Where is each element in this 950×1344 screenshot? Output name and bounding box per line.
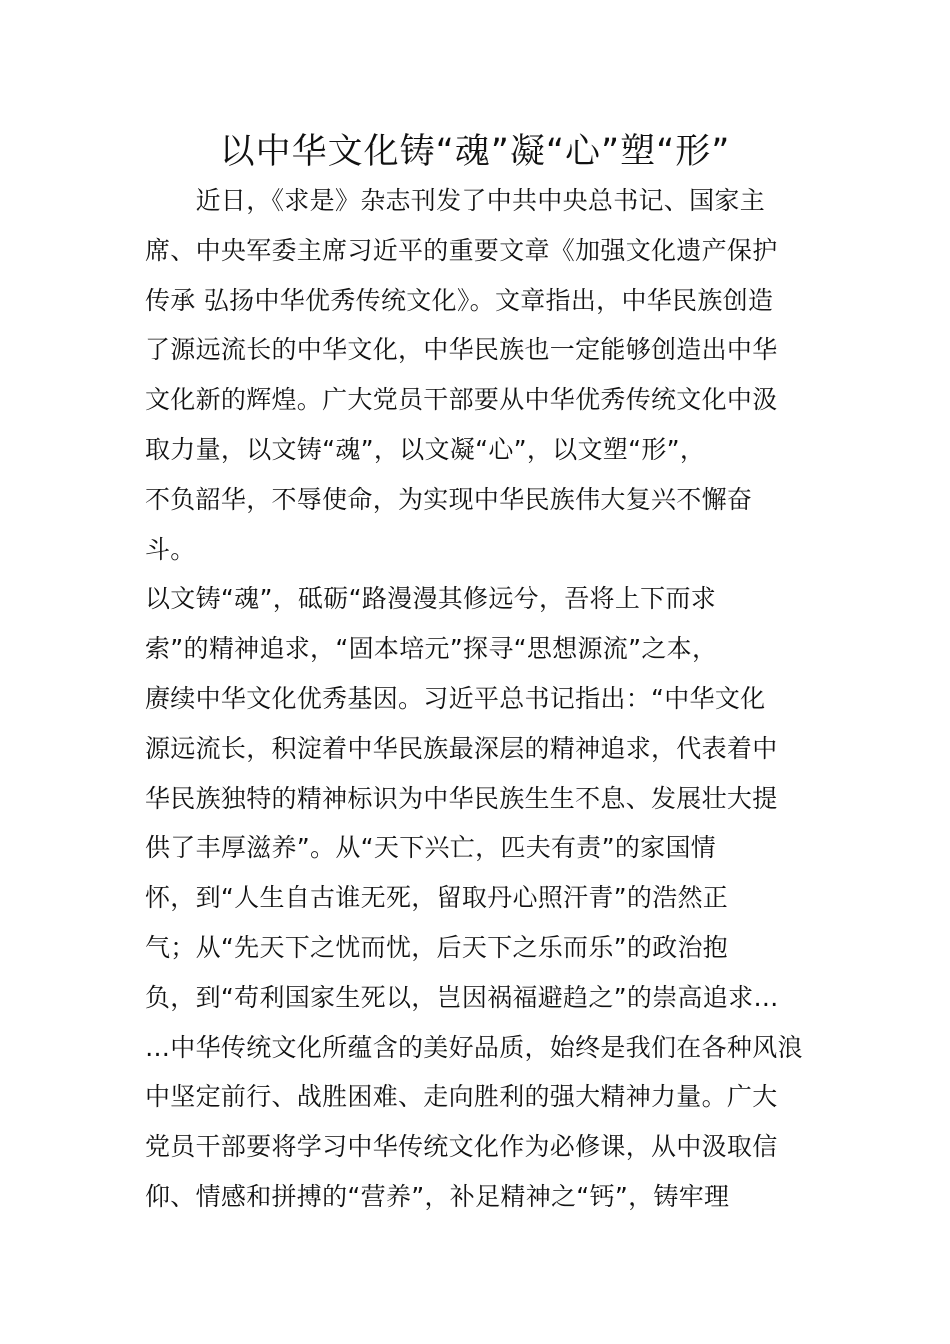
body-line: 源远流长，积淀着中华民族最深层的精神追求，代表着中 bbox=[145, 733, 778, 763]
body-line: 近日，《求是》杂志刊发了中共中央总书记、国家主 bbox=[145, 186, 766, 215]
body-line: …中华传统文化所蕴含的美好品质，始终是我们在各种风浪 bbox=[145, 1032, 803, 1062]
body-line: 仰、情感和拼搏的“营养”，补足精神之“钙”，铸牢理 bbox=[145, 1181, 730, 1211]
body-line: 传承 弘扬中华优秀传统文化》。文章指出，中华民族创造 bbox=[145, 285, 774, 315]
body-line: 赓续中华文化优秀基因。习近平总书记指出：“中华文化 bbox=[145, 683, 766, 713]
article-body bbox=[145, 176, 810, 1222]
body-line: 索”的精神追求，“固本培元”探寻“思想源流”之本， bbox=[145, 634, 718, 664]
body-line: 斗。 bbox=[145, 534, 196, 564]
body-line: 不负韶华，不辱使命，为实现中华民族伟大复兴不懈奋 bbox=[145, 484, 753, 514]
body-line: 取力量，以文铸“魂”，以文凝“心”，以文塑“形”， bbox=[145, 434, 706, 464]
body-line: 华民族独特的精神标识为中华民族生生不息、发展壮大提 bbox=[145, 783, 778, 813]
article-title: 以中华文化铸“魂”凝“心”塑“形” bbox=[219, 132, 731, 172]
body-line: 怀，到“人生自古谁无死，留取丹心照汗青”的浩然正 bbox=[145, 883, 729, 913]
body-line: 文化新的辉煌。广大党员干部要从中华优秀传统文化中汲 bbox=[145, 385, 778, 415]
body-line: 中坚定前行、战胜困难、走向胜利的强大精神力量。广大 bbox=[145, 1082, 778, 1112]
body-line: 气；从“先天下之忧而忧，后天下之乐而乐”的政治抱 bbox=[145, 932, 729, 962]
body-line: 以文铸“魂”，砥砺“路漫漫其修远兮，吾将上下而求 bbox=[145, 584, 717, 614]
body-line: 了源远流长的中华文化，中华民族也一定能够创造出中华 bbox=[145, 335, 778, 365]
body-line: 负，到“苟利国家生死以，岂因祸福避趋之”的崇高追求… bbox=[145, 982, 779, 1012]
body-line: 供了丰厚滋养”。从“天下兴亡，匹夫有责”的家国情 bbox=[145, 833, 717, 863]
body-line: 席、中央军委主席习近平的重要文章《加强文化遗产保护 bbox=[145, 235, 778, 265]
body-line: 党员干部要将学习中华传统文化作为必修课，从中汲取信 bbox=[145, 1132, 778, 1162]
